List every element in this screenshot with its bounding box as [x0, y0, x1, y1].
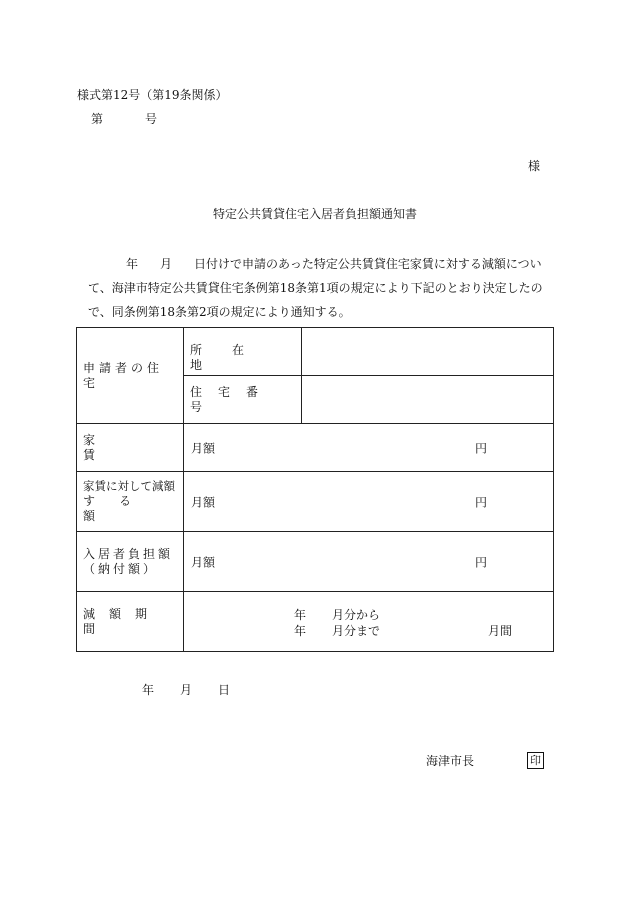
period-to [294, 622, 380, 639]
reduction-period-text: 減額期間 [83, 606, 162, 636]
applicant-housing-text: 申請者の住宅 [83, 360, 164, 390]
location-text: 所在地 [190, 343, 275, 372]
issue-number [91, 112, 157, 126]
period-from-year: 年 [294, 608, 307, 622]
tenant-burden-line2: （納付額） [83, 561, 159, 576]
rent-label [77, 424, 184, 472]
date-day: 日 [218, 683, 231, 697]
rent-reduction-value [184, 472, 554, 532]
notice-body [88, 252, 560, 324]
period-from [294, 606, 380, 623]
housing-number-value [302, 376, 554, 424]
notice-date [142, 683, 230, 697]
housing-number-text: 住宅番号 [190, 384, 275, 414]
tenant-burden-value [184, 532, 554, 592]
rent-reduction-yen: 円 [475, 495, 488, 509]
period-from-month: 月分から [332, 608, 381, 622]
tenant-burden-label [77, 532, 184, 592]
period-months: 月間 [488, 624, 513, 638]
rent-yen: 円 [475, 441, 488, 455]
rent-reduction-line1: 家賃に対して減額 [83, 479, 175, 493]
applicant-housing-label [77, 328, 184, 424]
tenant-burden-yen: 円 [475, 555, 488, 569]
issue-prefix: 第 [91, 112, 104, 126]
tenant-burden-monthly: 月額 [191, 555, 216, 569]
location-value [302, 328, 554, 376]
rent-monthly: 月額 [191, 441, 216, 455]
date-year: 年 [142, 683, 155, 697]
period-to-month: 月分まで [332, 624, 381, 638]
body-year: 年 [126, 257, 139, 271]
rent-reduction-label [77, 472, 184, 532]
tenant-burden-line1: 入居者負担額 [83, 546, 174, 561]
reduction-period-value [184, 592, 554, 652]
body-text: 日付けで申請のあった特定公共賃貸住宅家賃に対する減額について、海津市特定公共賃貸住宅条例第18条第1項の規定により下記のとおり決定したので、同条例第18条第2項の規定により通知する。 [88, 257, 543, 319]
addressee-suffix: 様 [528, 159, 541, 173]
rent-reduction-line2: する額 [83, 494, 156, 523]
rent-reduction-monthly: 月額 [191, 495, 216, 509]
document-title: 特定公共賃貸住宅入居者負担額通知書 [212, 207, 417, 221]
body-month: 月 [160, 257, 173, 271]
housing-number-label [184, 376, 302, 424]
rent-text: 家賃 [83, 432, 166, 462]
date-month: 月 [180, 683, 193, 697]
issue-suffix: 号 [145, 112, 158, 126]
period-to-year: 年 [294, 624, 307, 638]
notice-table [76, 327, 554, 652]
form-number: 様式第12号（第19条関係） [77, 88, 228, 102]
seal-mark: 印 [527, 752, 544, 769]
mayor-title: 海津市長 [426, 754, 475, 768]
reduction-period-label [77, 592, 184, 652]
rent-value [184, 424, 554, 472]
location-label [184, 328, 302, 376]
